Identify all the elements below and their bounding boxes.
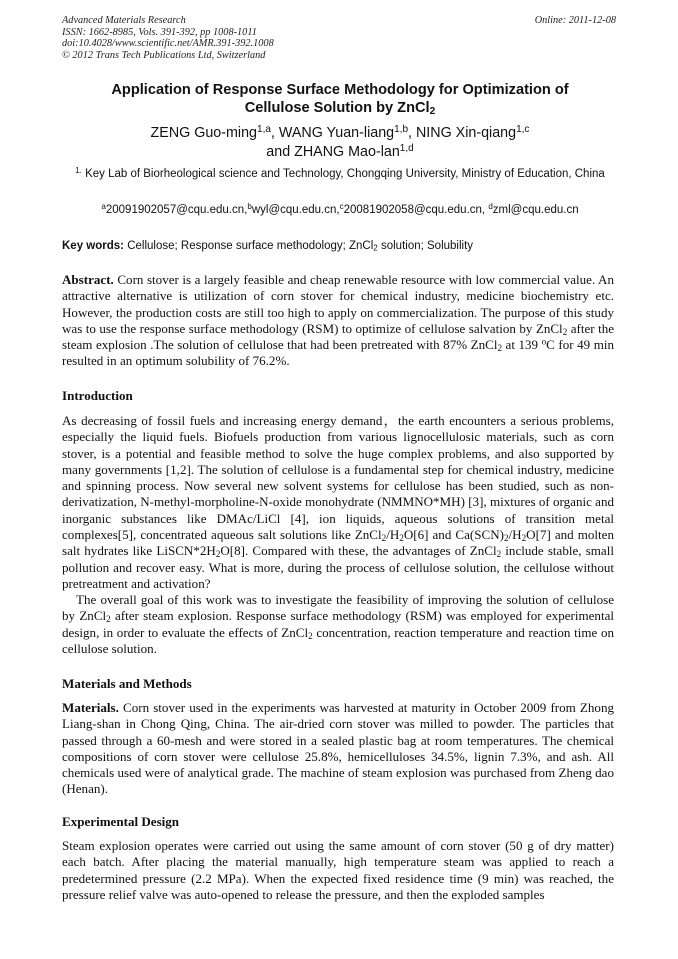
affiliation <box>62 166 618 182</box>
email-marker-a: a <box>101 201 106 211</box>
doi-line: doi:10.4028/www.scientific.net/AMR.391-392.1008 <box>62 38 274 50</box>
subscript: 2 <box>215 549 221 560</box>
intro-text: /H <box>386 527 400 543</box>
abstract-label: Abstract. <box>62 272 114 287</box>
affiliation-text: Key Lab of Biorheological science and Technology, Chongqing University, Ministry of Education, China <box>81 168 605 180</box>
author-separator: , <box>270 125 279 141</box>
author-and: and <box>266 143 295 160</box>
author-1: ZENG Guo-ming <box>150 125 258 141</box>
intro-text: The overall goal of this work was to investigate the feasibility of improving the solution of cellulose by ZnCl <box>62 592 614 624</box>
keywords-subscript: 2 <box>373 243 378 253</box>
email-marker-b: b <box>247 201 252 211</box>
title-line-2 <box>62 100 618 118</box>
degree-superscript: o <box>541 336 547 347</box>
email-marker-d: d <box>488 201 493 211</box>
title-subscript: 2 <box>429 105 436 117</box>
author-3-affil: 1,c <box>516 124 530 135</box>
title-text: Cellulose Solution by ZnCl <box>244 99 430 116</box>
materials-text: Corn stover used in the experiments was harvested at maturity in October 2009 from Zhong Liang-shan in Chong Qing, China. The air-dried corn stover was milled to powder. The particles that passed through a 60-mesh and were stored in a sealed plastic bag at room temperatures. The chemical compositions of corn stover were cellulose 25.8%, hemicelluloses 34.5%, lignin 7.3%, and ash. All chemicals used were of analytical grade. The machine of steam explosion was purchased from Zheng dao (Henan). <box>62 700 614 797</box>
abstract-text: at 139 <box>502 337 542 353</box>
intro-text: concentration, reaction temperature and reaction time on cellulose solution. <box>62 624 615 656</box>
keywords-text: Cellulose; Response surface methodology; ZnCl <box>124 240 374 252</box>
author-1-affil: 1,a <box>257 124 271 135</box>
issn-line: ISSN: 1662-8985, Vols. 391-392, pp 1008-1011 <box>62 26 257 38</box>
keywords <box>62 238 618 254</box>
design-paragraph <box>62 838 614 903</box>
subscript: 2 <box>399 532 404 543</box>
intro-text: O[7] and molten salt hydrates like LiSCN*2H <box>62 527 614 559</box>
subscript: 2 <box>381 532 387 543</box>
subscript: 2 <box>308 630 313 641</box>
intro-paragraph-1 <box>62 413 614 592</box>
intro-text: O[8]. Compared with these, the advantages of ZnCl <box>220 543 497 559</box>
author-line-2 <box>62 143 618 162</box>
author-4-affil: 1,d <box>399 142 414 154</box>
abstract-text: C for 49 min resulted in an optimum solubility of 76.2%. <box>62 337 614 369</box>
subscript: 2 <box>496 549 502 560</box>
section-heading-experimental-design: Experimental Design <box>62 814 180 829</box>
intro-text: /H <box>508 527 522 543</box>
journal-header <box>62 15 618 61</box>
email-marker-c: c <box>339 201 344 211</box>
keywords-label: Key words: <box>62 240 124 252</box>
section-heading-materials-methods: Materials and Methods <box>62 676 192 691</box>
subscript: 2 <box>503 532 509 543</box>
keywords-text-end: solution; Solubility <box>377 240 474 252</box>
email-d: zml@cqu.edu.cn <box>492 204 579 216</box>
author-list <box>62 124 618 161</box>
intro-text: O[6] and Ca(SCN) <box>403 527 504 543</box>
abstract <box>62 272 614 370</box>
online-date: Online: 2011-12-08 <box>534 15 616 26</box>
section-heading-introduction: Introduction <box>62 388 133 403</box>
email-b: wyl@cqu.edu.cn, <box>251 204 340 216</box>
abstract-text: after the steam explosion .The solution of cellulose that had been pretreated with 87% ZnCl <box>62 320 615 353</box>
design-text: Steam explosion operates were carried out using the same amount of corn stover (50 g of dry matter) each batch. After placing the material manually, high temperature steam was applied to reach a predetermined pressure (2.2 MPa). When the expected fixed residence time (9 min) was reached, the pressure relief valve was auto-opened to release the pressure, and then the exploded samples <box>62 838 614 902</box>
subscript: 2 <box>497 343 503 353</box>
paper-title <box>62 82 618 117</box>
affiliation-marker: 1. <box>75 165 82 175</box>
abstract-text: Corn stover is a largely feasible and cheap renewable resource with low commercial value. An attractive alternative is utilization of corn stover for chemical industry, medicine biochemistry etc. However, the production costs are still too high to apply on commercialization. The purpose of this study was to use the response surface methodology (RSM) to optimize of cellulose salvation by ZnCl <box>62 272 614 336</box>
author-2: WANG Yuan-liang <box>278 125 395 141</box>
author-4: ZHANG Mao-lan <box>294 143 400 160</box>
materials-paragraph <box>62 700 614 798</box>
author-line-1 <box>62 124 618 143</box>
author-3: NING Xin-qiang <box>415 125 517 141</box>
introduction-body <box>62 413 614 592</box>
subscript: 2 <box>106 614 111 625</box>
author-2-affil: 1,b <box>394 124 409 135</box>
author-emails <box>62 202 618 218</box>
intro-paragraph-2 <box>62 592 614 657</box>
email-a: 20091902057@cqu.edu.cn, <box>105 204 248 216</box>
intro-text: As decreasing of fossil fuels and increasing energy demand，the earth encounters a serious problems, especially the liquid fuels. Biofuels production from various lignocellulosic materials, such as corn stover, is a potential and feasible method to solve the huge complex problems, and also supported by many governments [1,2]. The solution of cellulose is a fundamental step for chemical industry, medicine and spinning process. Now several new solvent systems for cellulose has been studied, such as non-derivatization, N-methyl-morpholine-N-oxide monohydrate (NMMNO*MH) [3], mixtures of organic and inorganic substances like DMAc/LiCl [4], ion liquids, aqueous solutions of transition metal complexes[5], concentrated aqueous salt solutions like ZnCl <box>62 413 614 543</box>
intro-text: include stable, small pollution and recover easy. What is more, during the process of cellulose solution, the cellulose without pretreatment and activation? <box>62 543 614 591</box>
intro-text: after steam explosion. Response surface methodology (RSM) was employed for experimental design, in order to evaluate the effects of ZnCl <box>62 608 614 640</box>
email-c: 20081902058@cqu.edu.cn, <box>343 204 489 216</box>
subscript: 2 <box>562 326 568 337</box>
journal-name: Advanced Materials Research <box>62 15 186 26</box>
materials-label: Materials. <box>62 700 119 715</box>
title-line-1: Application of Response Surface Methodology for Optimization of <box>111 82 569 98</box>
copyright-line: © 2012 Trans Tech Publications Ltd, Switzerland <box>62 49 266 61</box>
subscript: 2 <box>521 532 527 543</box>
author-separator: , <box>408 125 416 141</box>
